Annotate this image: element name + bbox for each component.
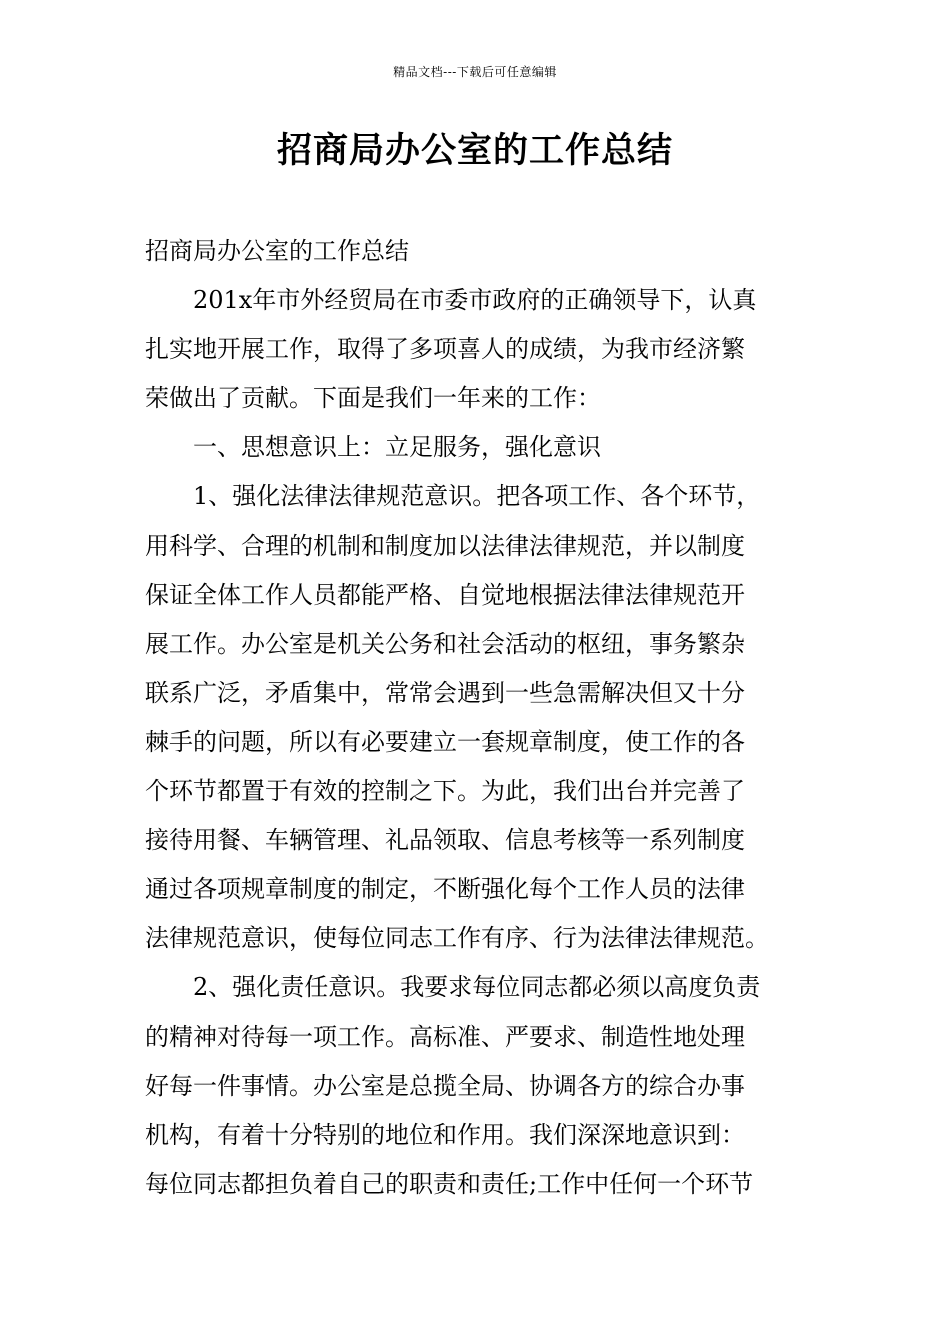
text-line: 荣做出了贡献。下面是我们一年来的工作： xyxy=(145,384,601,413)
text-line: 用科学、合理的机制和制度加以法律法律规范，并以制度 xyxy=(145,531,745,560)
text-line: 扎实地开展工作，取得了多项喜人的成绩，为我市经济繁 xyxy=(145,335,745,364)
text-line: 联系广泛，矛盾集中，常常会遇到一些急需解决但又十分 xyxy=(145,678,745,707)
document-title: 招商局办公室的工作总结 xyxy=(276,130,673,171)
text-line: 的精神对待每一项工作。高标准、严要求、制造性地处理 xyxy=(145,1022,745,1051)
text-line: 个环节都置于有效的控制之下。为此，我们出台并完善了 xyxy=(145,777,745,806)
text-line: 201x年市外经贸局在市委市政府的正确领导下，认真 xyxy=(193,286,757,315)
text-line: 好每一件事情。办公室是总揽全局、协调各方的综合办事 xyxy=(145,1071,745,1100)
text-line: 接待用餐、车辆管理、礼品领取、信息考核等一系列制度 xyxy=(145,826,745,855)
text-line: 招商局办公室的工作总结 xyxy=(145,237,409,265)
header-note: 精品文档---下载后可任意编辑 xyxy=(393,65,557,79)
text-line: 法律规范意识，使每位同志工作有序、行为法律法律规范。 xyxy=(145,924,769,953)
text-line: 机构，有着十分特别的地位和作用。我们深深地意识到： xyxy=(145,1120,745,1149)
document-body xyxy=(145,227,810,1209)
text-line: 每位同志都担负着自己的职责和责任;工作中任何一个环节 xyxy=(145,1169,754,1198)
text-line: 一、思想意识上：立足服务，强化意识 xyxy=(193,433,601,462)
text-line: 展工作。办公室是机关公务和社会活动的枢纽，事务繁杂 xyxy=(145,629,745,658)
text-line: 1、强化法律法律规范意识。把各项工作、各个环节， xyxy=(193,482,761,511)
text-line: 保证全体工作人员都能严格、自觉地根据法律法律规范开 xyxy=(145,580,745,609)
text-line: 棘手的问题，所以有必要建立一套规章制度，使工作的各 xyxy=(145,727,745,756)
text-line: 2、强化责任意识。我要求每位同志都必须以高度负责 xyxy=(193,973,761,1002)
text-line: 通过各项规章制度的制定，不断强化每个工作人员的法律 xyxy=(145,875,745,904)
